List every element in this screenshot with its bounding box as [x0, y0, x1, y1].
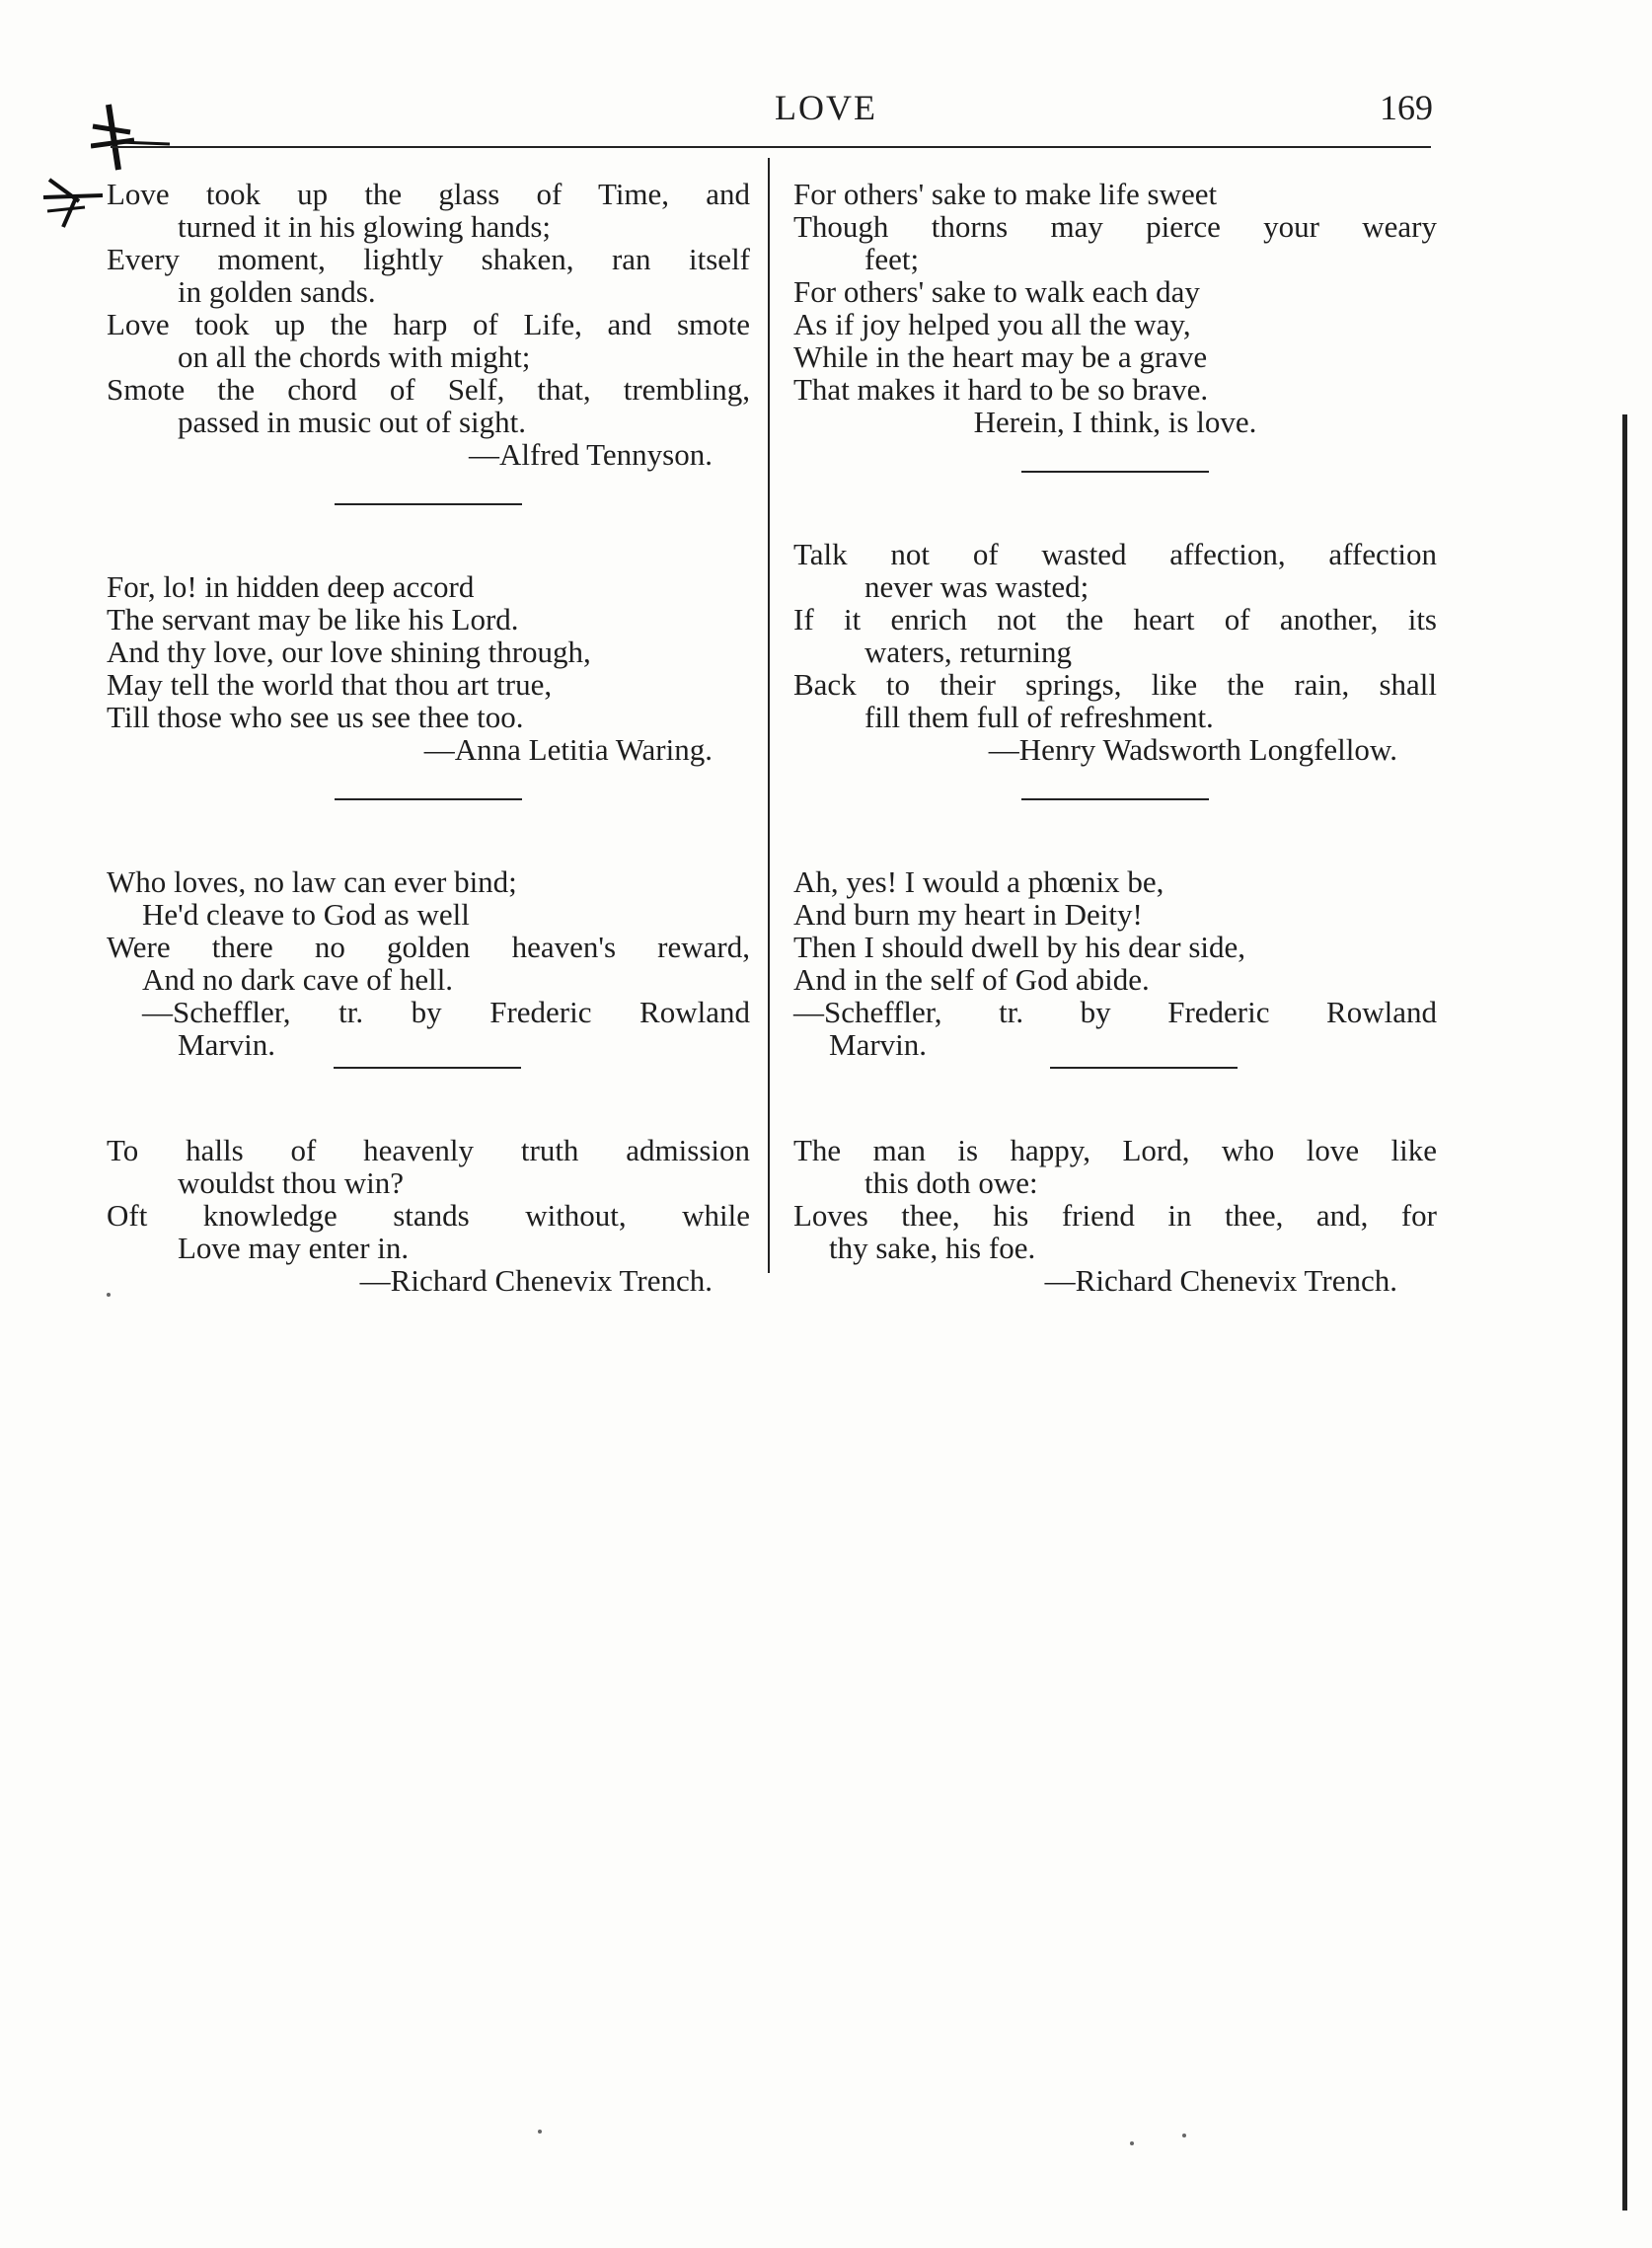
asterisk-mark-icon	[91, 103, 180, 172]
poem-line: in golden sands.	[178, 274, 376, 309]
poem-others-sake	[793, 178, 1437, 438]
poem-line: And no dark cave of hell.	[142, 962, 454, 997]
attribution: —Anna Letitia Waring.	[423, 732, 713, 767]
poem-line: Were there no golden heaven's reward,	[107, 930, 750, 964]
poem-line: fill them full of refreshment.	[864, 700, 1214, 734]
poem-line: As if joy helped you all the way,	[793, 307, 1191, 341]
poem-line: Till those who see us see thee too.	[107, 700, 524, 734]
attribution-continued: Marvin.	[829, 1027, 928, 1062]
speck	[1182, 2134, 1186, 2137]
attribution: —Richard Chenevix Trench.	[359, 1263, 713, 1298]
column-divider	[768, 158, 770, 1273]
poem-trench-left	[107, 1134, 750, 1297]
attribution: —Alfred Tennyson.	[469, 437, 713, 472]
poem-line: If it enrich not the heart of another, its	[793, 602, 1437, 637]
poem-line: The man is happy, Lord, who love like	[793, 1133, 1437, 1167]
attribution-continued: Marvin.	[178, 1027, 276, 1062]
poem-line: this doth owe:	[864, 1165, 1038, 1200]
poem-line: Every moment, lightly shaken, ran itself	[107, 242, 750, 276]
speck	[1130, 2141, 1134, 2145]
poem-line: Back to their springs, like the rain, shall	[793, 667, 1437, 702]
separator-rule	[334, 1067, 521, 1069]
poem-line: And burn my heart in Deity!	[793, 897, 1143, 932]
attribution: —Richard Chenevix Trench.	[1044, 1263, 1397, 1298]
poem-longfellow	[793, 538, 1437, 766]
poem-trench-right	[793, 1134, 1437, 1297]
poem-line: feet;	[864, 242, 920, 276]
poem-line: Oft knowledge stands without, while	[107, 1198, 750, 1233]
poem-line: Then I should dwell by his dear side,	[793, 930, 1246, 964]
poem-line: And in the self of God abide.	[793, 962, 1150, 997]
poem-line: passed in music out of sight.	[178, 405, 527, 439]
poem-line: To halls of heavenly truth admission	[107, 1133, 750, 1167]
poem-line: never was wasted;	[864, 569, 1089, 604]
page-number: 169	[1380, 88, 1433, 127]
right-column	[793, 178, 1437, 1297]
poem-line: Herein, I think, is love.	[973, 405, 1257, 439]
poem-line: And thy love, our love shining through,	[107, 635, 591, 669]
left-column	[107, 178, 750, 1297]
speck	[107, 1293, 111, 1297]
poem-line: He'd cleave to God as well	[142, 897, 470, 932]
poem-line: For others' sake to walk each day	[793, 274, 1200, 309]
attribution: —Scheffler, tr. by Frederic Rowland	[793, 995, 1437, 1029]
poem-line: May tell the world that thou art true,	[107, 667, 553, 702]
poem-waring	[107, 570, 750, 766]
header-rule	[111, 146, 1431, 148]
poem-line: The servant may be like his Lord.	[107, 602, 519, 637]
poem-line: For, lo! in hidden deep accord	[107, 569, 475, 604]
separator-rule	[335, 798, 522, 800]
separator-rule	[335, 503, 522, 505]
page-edge-shadow	[1622, 414, 1627, 2211]
page-title: LOVE	[775, 88, 877, 127]
poem-line: Love took up the glass of Time, and	[107, 177, 750, 211]
attribution: —Henry Wadsworth Longfellow.	[988, 732, 1397, 767]
separator-rule	[1050, 1067, 1238, 1069]
margin-mark-icon	[39, 174, 109, 233]
poem-scheffler-right	[793, 865, 1437, 1061]
poem-line: Though thorns may pierce your weary	[793, 209, 1437, 244]
poem-line: waters, returning	[864, 635, 1073, 669]
poem-line: For others' sake to make life sweet	[793, 177, 1218, 211]
poem-scheffler-left	[107, 865, 750, 1061]
poem-line: Love may enter in.	[178, 1231, 410, 1265]
speck	[538, 2130, 542, 2134]
poem-line: thy sake, his foe.	[829, 1231, 1036, 1265]
poem-line: turned it in his glowing hands;	[178, 209, 552, 244]
poem-line: While in the heart may be a grave	[793, 339, 1208, 374]
separator-rule	[1021, 471, 1209, 473]
poem-line: Talk not of wasted affection, affection	[793, 537, 1437, 571]
poem-line: on all the chords with might;	[178, 339, 531, 374]
poem-line: Loves thee, his friend in thee, and, for	[793, 1198, 1437, 1233]
poem-line: Smote the chord of Self, that, trembling,	[107, 372, 750, 407]
poem-line: Who loves, no law can ever bind;	[107, 864, 517, 899]
separator-rule	[1021, 798, 1209, 800]
poem-line: wouldst thou win?	[178, 1165, 405, 1200]
poem-line: That makes it hard to be so brave.	[793, 372, 1209, 407]
poem-line: Love took up the harp of Life, and smote	[107, 307, 750, 341]
attribution: —Scheffler, tr. by Frederic Rowland	[142, 995, 750, 1029]
poem-tennyson	[107, 178, 750, 471]
poem-line: Ah, yes! I would a phœnix be,	[793, 864, 1164, 899]
